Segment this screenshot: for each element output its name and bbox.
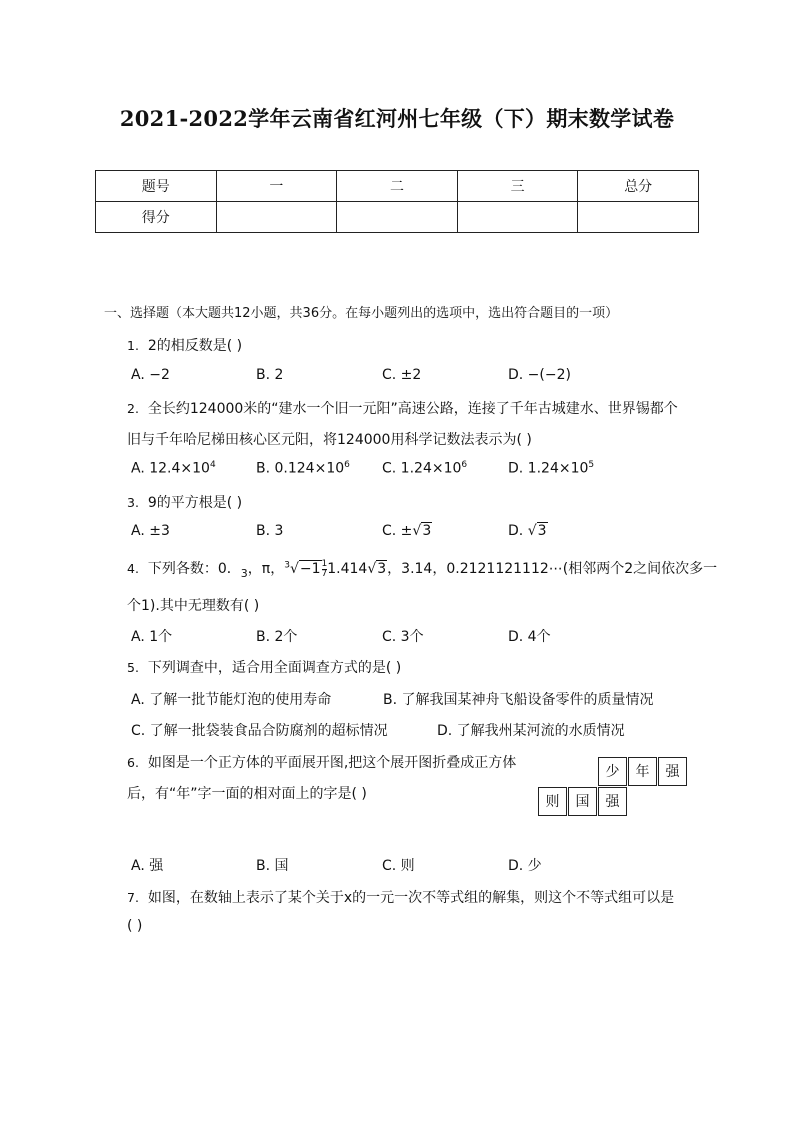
question-number: 6.: [127, 755, 139, 770]
option-a: A. 了解一批节能灯泡的使用寿命: [131, 692, 332, 708]
table-row: [96, 171, 699, 202]
table-cell: 二: [337, 171, 458, 202]
net-cell: 国: [568, 787, 597, 816]
option-c: C. $1.24\times 10^6$: [382, 460, 468, 477]
net-cell: 则: [538, 787, 567, 816]
option-b: B. 2: [256, 367, 284, 383]
question-1: [127, 335, 242, 355]
table-cell: 一: [216, 171, 337, 202]
question-number: 3.: [127, 495, 139, 510]
table-cell: 总分: [578, 171, 699, 202]
net-cell: 年: [628, 757, 657, 786]
question-number: 5.: [127, 660, 139, 675]
option-b: B. 国: [256, 858, 289, 874]
question-3: [127, 492, 242, 512]
question-stem-line2: 旧与千年哈尼梯田核心区元阳，将124000用科学记数法表示为( ): [127, 432, 532, 448]
option-a: A. −2: [131, 367, 170, 383]
option-a: A. 1个: [131, 629, 173, 645]
table-cell: 题号: [96, 171, 217, 202]
option-c: C. ±2: [382, 367, 422, 383]
option-c: C. 3个: [382, 629, 424, 645]
option-c: C. 了解一批袋装食品合防腐剂的超标情况: [131, 723, 388, 739]
net-cell: 少: [598, 757, 627, 786]
table-cell: [457, 202, 578, 233]
option-a: A. ±3: [131, 523, 170, 539]
question-stem: 如图是一个正方体的平面展开图,把这个展开图折叠成正方体: [147, 755, 517, 771]
question-stem: 2的相反数是( ): [147, 338, 243, 354]
question-stem-line2: ( ): [127, 918, 143, 934]
question-number: 1.: [127, 338, 139, 353]
table-row: [96, 202, 699, 233]
question-number: 7.: [127, 890, 139, 905]
option-a: A. $12.4\times 10^4$: [131, 460, 216, 477]
option-d: D. 4个: [508, 629, 551, 645]
table-cell: [216, 202, 337, 233]
table-cell: [337, 202, 458, 233]
question-stem: 9的平方根是( ): [147, 495, 243, 511]
option-c: C. ±√3: [382, 523, 432, 539]
question-number: 2.: [127, 401, 139, 416]
option-b: B. 2个: [256, 629, 298, 645]
score-table: [95, 170, 699, 233]
page-title: 2021-2022学年云南省红河州七年级（下）期末数学试卷: [119, 106, 675, 131]
question-stem: 如图，在数轴上表示了某个关于x的一元一次不等式组的解集，则这个不等式组可以是: [147, 890, 675, 906]
net-cell: 强: [658, 757, 687, 786]
option-b: B. 了解我国某神舟飞船设备零件的质量情况: [383, 692, 654, 708]
question-7: [127, 887, 674, 907]
table-cell: 三: [457, 171, 578, 202]
question-2: [127, 398, 678, 418]
option-d: D. $1.24\times 10^5$: [508, 460, 595, 477]
section-heading: 一、选择题（本大题共12小题，共36分。在每小题列出的选项中，选出符合题目的一项）: [104, 306, 619, 321]
question-stem-line2: 后，有“年”字一面的相对面上的字是( ): [127, 786, 367, 802]
question-stem: 下列调查中，适合用全面调查方式的是( ): [147, 660, 402, 676]
option-d: D. −(−2): [508, 367, 571, 383]
option-d: D. √3: [508, 523, 547, 539]
option-a: A. 强: [131, 858, 164, 874]
question-6: [127, 752, 516, 772]
option-b: B. 3: [256, 523, 284, 539]
option-d: D. 了解我州某河流的水质情况: [437, 723, 625, 739]
question-stem-line2: 个1).其中无理数有( ): [127, 598, 260, 614]
question-stem: 全长约124000米的“建水一个旧一元阳”高速公路，连接了千年古城建水、世界锡都个: [147, 401, 678, 417]
option-d: D. 少: [508, 858, 542, 874]
table-cell: 得分: [96, 202, 217, 233]
table-cell: [578, 202, 699, 233]
question-4: 4. 下列各数：0．$_3$，π，$^3$√−1 $\frac{1}{7}$ 1.414√3，3.14，0.2121121112⋯(相邻两个2之间依次多一: [127, 558, 718, 580]
question-number: 4.: [127, 561, 139, 576]
option-c: C. 则: [382, 858, 415, 874]
question-5: [127, 657, 401, 677]
option-b: B. $0.124\times 10^6$: [256, 460, 350, 477]
net-cell: 强: [598, 787, 627, 816]
